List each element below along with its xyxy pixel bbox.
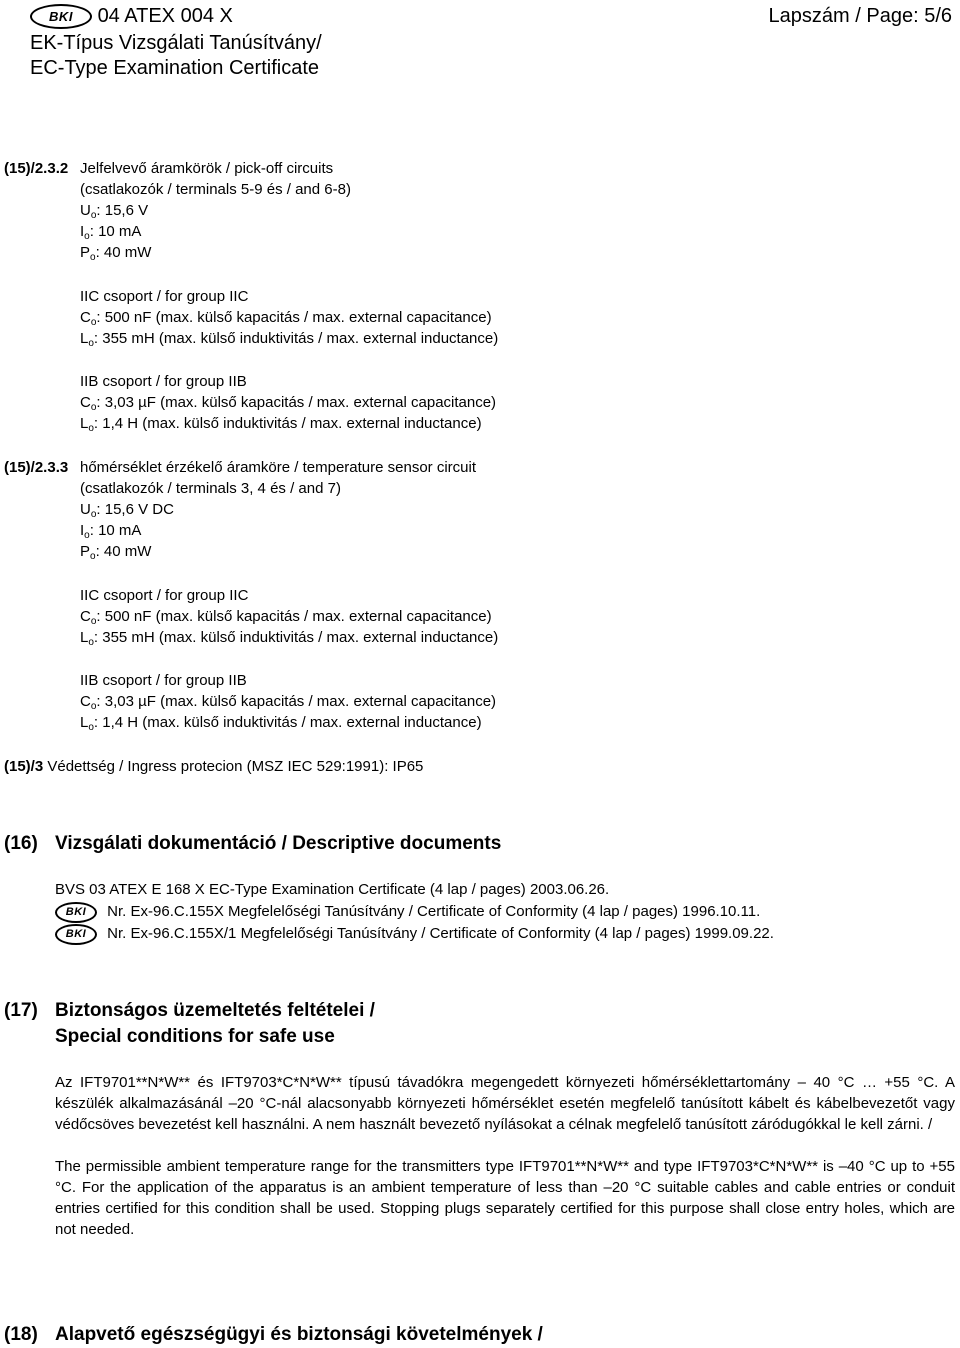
header-title-hu: EK-Típus Vizsgálati Tanúsítvány/ (30, 32, 322, 54)
section-17-title-1: Biztonságos üzemeltetés feltételei / (55, 1000, 375, 1021)
uo-value: $U_o$: 15,6 V DC (80, 501, 174, 520)
section-number: (15)/2.3.3 (4, 459, 69, 476)
document-item: BKI Nr. Ex-96.C.155X Megfelelőségi Tanúsítvány / Certificate of Conformity (4 lap / pages) 1996.10.11. (55, 901, 760, 923)
po-value: $P_o$: 40 mW (80, 244, 152, 263)
iic-group-title: IIC csoport / for group IIC (80, 288, 249, 305)
bki-logo: BKI (30, 4, 92, 29)
section-title: hőmérséklet érzékelő áramköre / temperature sensor circuit (80, 459, 476, 476)
conditions-text-en: The permissible ambient temperature range for the transmitters type IFT9701**N*W** and type IFT9703*C*N*W** is –40 °C up to +55 °C. For the application of the apparatus is an ambient temperature of less than –20 °C suitable cables and cable entries or conduit entries certified for this condition shall be used. Stopping plugs separately certified for this purpose shall close entry holes, which are not needed. (55, 1158, 955, 1238)
section-18-title: Alapvető egészségügyi és biztonsági követelmények / (55, 1324, 543, 1345)
section-title: Jelfelvevő áramkörök / pick-off circuits (80, 160, 334, 177)
doc-id: 04 ATEX 004 X (97, 5, 233, 27)
terminals-text: (csatlakozók / terminals 3, 4 és / and 7) (80, 480, 341, 497)
iic-lo-value: $L_o$: 355 mH (max. külső induktivitás / max. external inductance) (80, 629, 499, 648)
iib-group-title: IIB csoport / for group IIB (80, 373, 247, 390)
iic-co-value: $C_o$: 500 nF (max. külső kapacitás / max. external capacitance) (80, 608, 492, 627)
header-line-1 (30, 4, 233, 29)
page-number: Lapszám / Page: 5/6 (768, 5, 952, 27)
iib-co-value: $C_o$: 3,03 µF (max. külső kapacitás / max. external capacitance) (80, 693, 497, 712)
header-title-en: EC-Type Examination Certificate (30, 57, 320, 79)
po-value: $P_o$: 40 mW (80, 543, 152, 562)
iib-group-title: IIB csoport / for group IIB (80, 672, 247, 689)
bki-logo: BKI (55, 924, 97, 945)
section-17-title-2: Special conditions for safe use (55, 1026, 335, 1047)
terminals-text: (csatlakozók / terminals 5-9 és / and 6-8) (80, 181, 351, 198)
iib-lo-value: $L_o$: 1,4 H (max. külső induktivitás / max. external inductance) (80, 415, 482, 434)
iib-co-value: $C_o$: 3,03 µF (max. külső kapacitás / max. external capacitance) (80, 394, 497, 413)
section-number: (15)/2.3.2 (4, 160, 69, 177)
document-item: BKI Nr. Ex-96.C.155X/1 Megfelelőségi Tanúsítvány / Certificate of Conformity (4 lap / pages) 1999.09.22. (55, 923, 774, 945)
bki-logo: BKI (55, 902, 97, 923)
section-16-title: Vizsgálati dokumentáció / Descriptive documents (55, 833, 502, 854)
iic-lo-value: $L_o$: 355 mH (max. külső induktivitás / max. external inductance) (80, 330, 499, 349)
io-value: $I_o$: 10 mA (80, 522, 142, 541)
iib-lo-value: $L_o$: 1,4 H (max. külső induktivitás / max. external inductance) (80, 714, 482, 733)
ingress-protection: (15)/3 Védettség / Ingress protecion (MSZ IEC 529:1991): IP65 (4, 758, 424, 775)
io-value: $I_o$: 10 mA (80, 223, 142, 242)
uo-value: $U_o$: 15,6 V (80, 202, 149, 221)
section-17-number: (17) (4, 1000, 38, 1021)
iic-co-value: $C_o$: 500 nF (max. külső kapacitás / max. external capacitance) (80, 309, 492, 328)
section-16-number: (16) (4, 833, 38, 854)
iic-group-title: IIC csoport / for group IIC (80, 587, 249, 604)
section-18-number: (18) (4, 1324, 38, 1345)
conditions-text-hu: Az IFT9701**N*W** és IFT9703*C*N*W** típusú távadókra megengedett környezeti hőmérséklettartomány – 40 °C … +55 °C. A készülék alkalmazásánál –20 °C-nál alacsonyabb környezeti hőmérséklet esetén megfelelő tanúsított kábelt és kábelbevezetőt vagy védőcsöves bevezetést kell használni. A nem használt bevezető nyílásokat a célnak megfelelő tanúsított záródugókkal le kell zárni. / (55, 1074, 955, 1133)
document-item: BVS 03 ATEX E 168 X EC-Type Examination Certificate (4 lap / pages) 2003.06.26. (55, 881, 610, 898)
